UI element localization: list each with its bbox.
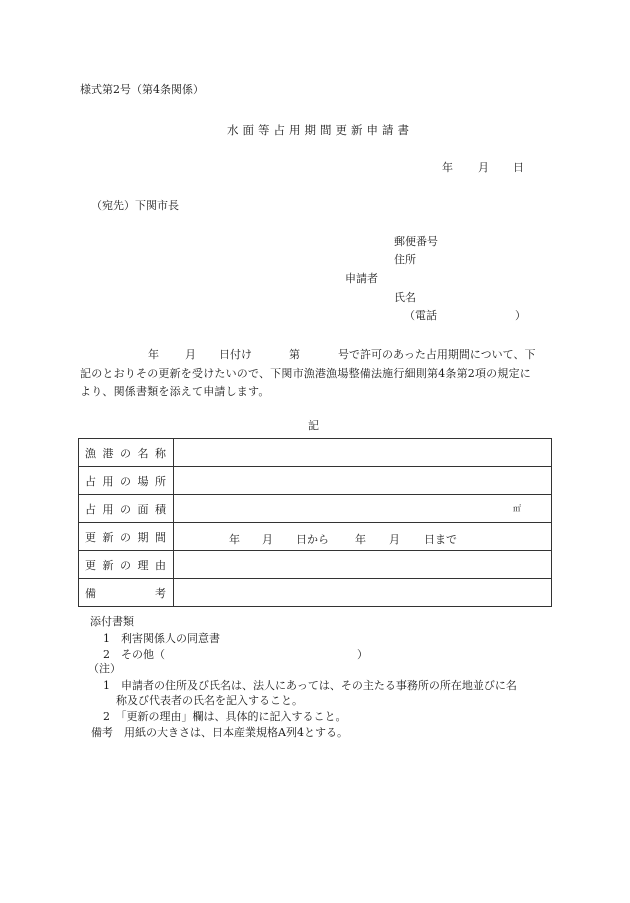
body-line1-rest: 号で許可のあった占用期間について、下 xyxy=(338,348,536,361)
renewal-reason-field[interactable] xyxy=(174,551,552,579)
renewal-period-field[interactable] xyxy=(174,523,552,551)
period-year-1: 年 xyxy=(229,533,240,546)
label-char: 備 xyxy=(85,586,96,600)
attachment-item-2: 2 その他（ xyxy=(103,648,165,661)
body-line-3: より、関係書類を添えて申請します。 xyxy=(80,385,270,398)
label-char: 理 xyxy=(137,558,149,572)
label-occupancy-area xyxy=(79,495,174,523)
table-row xyxy=(79,495,552,523)
phone-close: ） xyxy=(515,309,526,322)
label-char: 更 xyxy=(85,558,96,572)
address-label: 住所 xyxy=(394,253,416,266)
notes-heading: （注） xyxy=(88,662,121,675)
body-no: 第 xyxy=(289,348,300,361)
label-remarks xyxy=(79,579,174,607)
note-1-line-1: 1 申請者の住所及び氏名は、法人にあっては、その主たる事務所の所在地並びに名 xyxy=(103,679,517,692)
label-port-name-text xyxy=(79,445,173,461)
label-char: の xyxy=(120,474,131,488)
label-char: 間 xyxy=(155,530,166,544)
occupancy-place-field[interactable] xyxy=(174,467,552,495)
label-char: 名 xyxy=(137,446,149,460)
label-char: 考 xyxy=(155,586,166,600)
name-label: 氏名 xyxy=(394,291,416,304)
applicant-label: 申請者 xyxy=(345,272,378,285)
label-char: の xyxy=(120,530,131,544)
attachment-item-1: 1 利害関係人の同意書 xyxy=(103,632,220,645)
port-name-field[interactable] xyxy=(174,439,552,467)
label-char: 用 xyxy=(102,474,114,488)
label-char: 港 xyxy=(102,446,114,460)
label-occupancy-area-text xyxy=(79,501,173,517)
label-char: 期 xyxy=(137,530,149,544)
label-char: 占 xyxy=(85,502,96,516)
label-renewal-reason-text xyxy=(79,557,173,573)
note-1-line-2: 称及び代表者の氏名を記入すること。 xyxy=(116,694,303,707)
label-char: 称 xyxy=(155,446,166,460)
label-char: 面 xyxy=(137,502,149,516)
label-port-name xyxy=(79,439,174,467)
label-char: の xyxy=(120,502,131,516)
ki-label: 記 xyxy=(308,419,319,432)
period-month-2: 月 xyxy=(389,533,400,546)
label-char: 場 xyxy=(137,474,149,488)
label-char: 漁 xyxy=(85,446,96,460)
label-char: 新 xyxy=(102,530,114,544)
table-row xyxy=(79,467,552,495)
label-char: 用 xyxy=(102,502,114,516)
attachments-heading: 添付書類 xyxy=(90,615,134,628)
label-char: 所 xyxy=(155,474,166,488)
period-day-from: 日から xyxy=(296,533,329,546)
label-occupancy-place-text xyxy=(79,473,173,489)
label-occupancy-place xyxy=(79,467,174,495)
label-renewal-reason xyxy=(79,551,174,579)
period-month-1: 月 xyxy=(262,533,273,546)
table-row xyxy=(79,523,552,551)
body-dated: 日付け xyxy=(219,348,252,361)
occupancy-area-field[interactable] xyxy=(174,495,552,523)
label-remarks-text xyxy=(79,585,173,601)
date-month: 月 xyxy=(478,161,489,174)
table-row xyxy=(79,579,552,607)
date-day: 日 xyxy=(513,161,524,174)
date-year: 年 xyxy=(442,161,453,174)
postal-code-label: 郵便番号 xyxy=(394,235,438,248)
square-meter-unit: ㎡ xyxy=(513,504,521,513)
table-row xyxy=(79,439,552,467)
period-day-to: 日まで xyxy=(424,533,457,546)
note-2: 2 「更新の理由」欄は、具体的に記入すること。 xyxy=(103,710,347,723)
addressee: （宛先）下関市長 xyxy=(91,199,179,212)
remarks-note: 備考 用紙の大きさは、日本産業規格A列4とする。 xyxy=(91,726,348,739)
body-line-2: 記のとおりその更新を受けたいので、下関市漁港漁場整備法施行細則第4条第2項の規定に xyxy=(80,367,531,380)
application-table xyxy=(78,438,552,607)
form-title: 水面等占用期間更新申請書 xyxy=(227,123,413,137)
label-char: の xyxy=(120,446,131,460)
table-row xyxy=(79,551,552,579)
label-renewal-period-text xyxy=(79,529,173,545)
label-char: の xyxy=(120,558,131,572)
label-char: 新 xyxy=(102,558,114,572)
body-year: 年 xyxy=(148,348,159,361)
phone-label: （電話 xyxy=(404,309,437,322)
label-char: 由 xyxy=(155,558,166,572)
label-renewal-period xyxy=(79,523,174,551)
body-month: 月 xyxy=(185,348,196,361)
form-number: 様式第2号（第4条関係） xyxy=(80,83,204,96)
label-char: 積 xyxy=(155,502,166,516)
attachment-item-2-close: ） xyxy=(357,648,368,661)
remarks-field[interactable] xyxy=(174,579,552,607)
label-char: 更 xyxy=(85,530,96,544)
period-year-2: 年 xyxy=(355,533,366,546)
label-char: 占 xyxy=(85,474,96,488)
